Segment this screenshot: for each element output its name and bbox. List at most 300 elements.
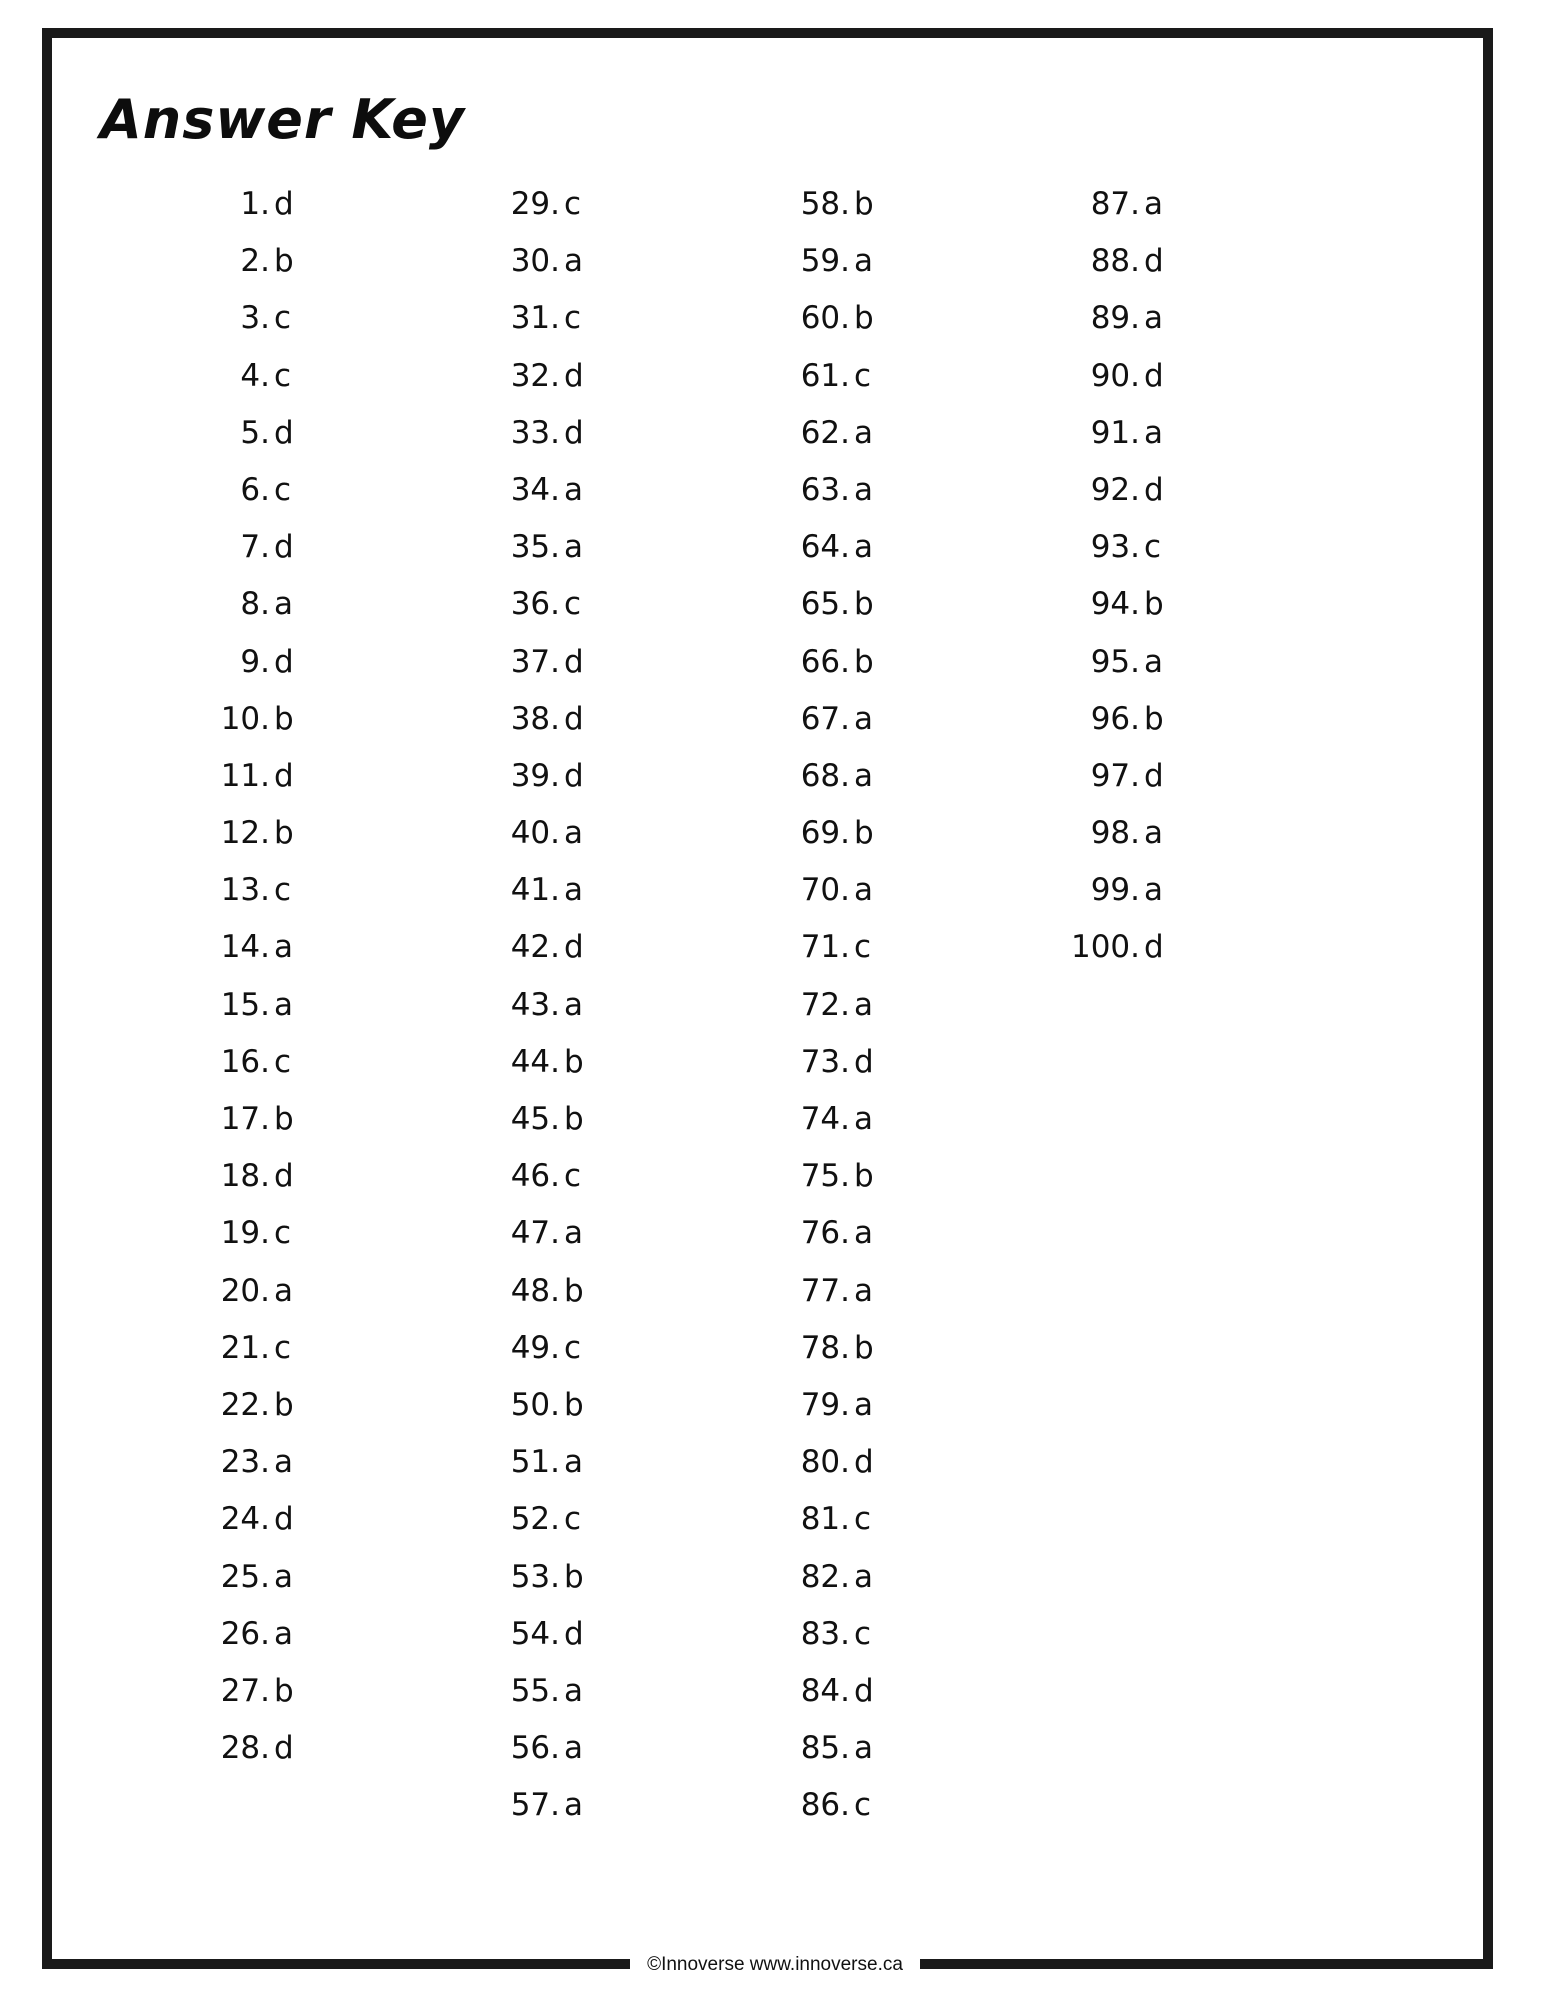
question-number: 77. <box>800 1272 850 1309</box>
question-number: 37. <box>510 643 560 680</box>
question-number: 28. <box>220 1730 270 1767</box>
answer-letter: a <box>274 1558 293 1595</box>
question-number: 90. <box>1090 357 1140 394</box>
question-number: 17. <box>220 1101 270 1137</box>
answer-entry <box>740 1148 940 1205</box>
question-number: 62. <box>800 414 850 451</box>
answer-letter: a <box>854 243 873 280</box>
answer-entry <box>160 1091 360 1148</box>
answer-entry <box>1030 576 1230 633</box>
question-number: 88. <box>1090 243 1140 280</box>
question-number: 23. <box>220 1444 270 1481</box>
question-number: 50. <box>510 1386 560 1423</box>
question-number: 43. <box>510 986 560 1023</box>
answer-letter: a <box>564 986 583 1023</box>
answer-letter: a <box>564 1730 583 1767</box>
answer-letter: a <box>274 1444 293 1481</box>
answer-letter: b <box>854 643 874 680</box>
answer-entry <box>740 748 940 805</box>
answer-entry <box>740 1663 940 1720</box>
answer-entry <box>160 1320 360 1377</box>
answer-letter: d <box>274 414 294 451</box>
question-number: 26. <box>220 1615 270 1652</box>
question-number: 10. <box>220 700 270 737</box>
answer-letter: b <box>274 1101 294 1137</box>
answer-entry <box>160 176 360 233</box>
answer-entry <box>160 290 360 347</box>
answer-entry <box>1030 519 1230 576</box>
question-number: 9. <box>240 643 270 680</box>
answer-entry <box>160 691 360 748</box>
answer-letter: c <box>564 1158 582 1195</box>
answer-entry <box>450 462 650 519</box>
answer-entry <box>740 805 940 862</box>
question-number: 57. <box>510 1787 560 1824</box>
answer-letter: d <box>564 1615 584 1652</box>
answer-letter: b <box>274 700 294 737</box>
question-number: 40. <box>510 815 560 852</box>
answer-letter: a <box>274 586 293 623</box>
answer-letter: a <box>564 1215 583 1252</box>
question-number: 25. <box>220 1558 270 1595</box>
answer-column-2 <box>450 176 650 1834</box>
answer-letter: d <box>564 357 584 394</box>
answer-letter: c <box>854 1501 872 1538</box>
answer-entry <box>160 862 360 919</box>
answer-entry <box>450 1606 650 1663</box>
question-number: 68. <box>800 757 850 794</box>
question-number: 63. <box>800 471 850 508</box>
answer-entry <box>160 519 360 576</box>
answer-letter: a <box>1144 414 1163 451</box>
answer-entry <box>450 1034 650 1091</box>
answer-letter: d <box>1144 757 1164 794</box>
answer-letter: d <box>274 529 294 566</box>
question-number: 42. <box>510 929 560 966</box>
question-number: 100. <box>1070 929 1140 966</box>
answer-entry <box>450 405 650 462</box>
answer-letter: c <box>564 1329 582 1366</box>
answer-letter: a <box>854 1215 873 1252</box>
answer-letter: a <box>1144 643 1163 680</box>
question-number: 97. <box>1090 757 1140 794</box>
answer-letter: c <box>274 471 292 508</box>
answer-letter: b <box>274 1672 294 1709</box>
question-number: 22. <box>220 1386 270 1423</box>
answer-entry <box>1030 691 1230 748</box>
question-number: 98. <box>1090 815 1140 852</box>
answer-letter: a <box>854 471 873 508</box>
question-number: 18. <box>220 1158 270 1195</box>
answer-letter: c <box>854 357 872 394</box>
answer-entry <box>160 1720 360 1777</box>
answer-entry <box>740 233 940 290</box>
answer-letter: b <box>564 1043 584 1080</box>
question-number: 95. <box>1090 643 1140 680</box>
answer-letter: c <box>564 300 582 337</box>
answer-letter: c <box>274 872 292 909</box>
answer-entry <box>160 405 360 462</box>
answer-letter: d <box>854 1043 874 1080</box>
answer-entry <box>450 1377 650 1434</box>
answer-letter: b <box>274 815 294 852</box>
answer-letter: b <box>854 586 874 623</box>
answer-entry <box>740 1777 940 1834</box>
question-number: 6. <box>240 471 270 508</box>
answer-letter: a <box>274 1272 293 1309</box>
answer-letter: b <box>1144 586 1164 623</box>
answer-entry <box>740 634 940 691</box>
answer-entry <box>160 977 360 1034</box>
question-number: 59. <box>800 243 850 280</box>
answer-letter: b <box>274 243 294 280</box>
question-number: 35. <box>510 529 560 566</box>
answer-letter: c <box>564 586 582 623</box>
question-number: 16. <box>220 1043 270 1080</box>
question-number: 20. <box>220 1272 270 1309</box>
question-number: 3. <box>240 300 270 337</box>
answer-letter: a <box>854 1101 873 1137</box>
answer-entry <box>740 462 940 519</box>
answer-entry <box>160 233 360 290</box>
question-number: 72. <box>800 986 850 1023</box>
answer-letter: b <box>854 186 874 222</box>
answer-column-4 <box>1030 176 1230 977</box>
question-number: 36. <box>510 586 560 623</box>
answer-letter: a <box>854 757 873 794</box>
answer-entry <box>1030 233 1230 290</box>
answer-letter: a <box>564 815 583 852</box>
answer-entry <box>740 1263 940 1320</box>
answer-entry <box>740 1549 940 1606</box>
question-number: 79. <box>800 1386 850 1423</box>
answer-entry <box>450 576 650 633</box>
question-number: 71. <box>800 929 850 966</box>
answer-entry <box>160 1549 360 1606</box>
question-number: 75. <box>800 1158 850 1195</box>
answer-letter: a <box>854 872 873 909</box>
question-number: 38. <box>510 700 560 737</box>
answer-entry <box>740 519 940 576</box>
answer-entry <box>450 1148 650 1205</box>
answer-entry <box>450 1434 650 1491</box>
answer-entry <box>160 919 360 976</box>
answer-entry <box>740 1377 940 1434</box>
answer-letter: d <box>564 643 584 680</box>
answer-letter: a <box>1144 815 1163 852</box>
answer-letter: d <box>1144 471 1164 508</box>
answer-entry <box>1030 634 1230 691</box>
answer-column-1 <box>160 176 360 1777</box>
answer-letter: c <box>274 1043 292 1080</box>
question-number: 14. <box>220 929 270 966</box>
answer-entry <box>160 1491 360 1548</box>
answer-entry <box>160 1606 360 1663</box>
answer-letter: d <box>564 414 584 451</box>
answer-letter: b <box>854 300 874 337</box>
answer-entry <box>450 233 650 290</box>
question-number: 54. <box>510 1615 560 1652</box>
answer-entry <box>450 862 650 919</box>
question-number: 53. <box>510 1558 560 1595</box>
answer-entry <box>1030 748 1230 805</box>
question-number: 67. <box>800 700 850 737</box>
question-number: 19. <box>220 1215 270 1252</box>
question-number: 70. <box>800 872 850 909</box>
question-number: 91. <box>1090 414 1140 451</box>
question-number: 58. <box>800 186 850 222</box>
answer-letter: b <box>564 1386 584 1423</box>
answer-entry <box>740 1205 940 1262</box>
answer-entry <box>740 862 940 919</box>
answer-entry <box>160 805 360 862</box>
answer-entry <box>160 1205 360 1262</box>
question-number: 41. <box>510 872 560 909</box>
question-number: 96. <box>1090 700 1140 737</box>
question-number: 5. <box>240 414 270 451</box>
answer-letter: c <box>274 1329 292 1366</box>
answer-entry <box>1030 176 1230 233</box>
question-number: 49. <box>510 1329 560 1366</box>
answer-letter: c <box>854 1615 872 1652</box>
answer-entry <box>740 405 940 462</box>
question-number: 82. <box>800 1558 850 1595</box>
answer-letter: d <box>564 700 584 737</box>
answer-letter: a <box>564 872 583 909</box>
question-number: 47. <box>510 1215 560 1252</box>
question-number: 44. <box>510 1043 560 1080</box>
question-number: 46. <box>510 1158 560 1195</box>
answer-entry <box>740 348 940 405</box>
answer-letter: a <box>854 1386 873 1423</box>
answer-entry <box>160 1663 360 1720</box>
question-number: 29. <box>510 186 560 222</box>
question-number: 8. <box>240 586 270 623</box>
answer-entry <box>450 519 650 576</box>
answer-letter: a <box>564 471 583 508</box>
answer-letter: b <box>564 1272 584 1309</box>
answer-entry <box>450 1663 650 1720</box>
answer-entry <box>160 1148 360 1205</box>
answer-letter: c <box>854 929 872 966</box>
answer-letter: d <box>274 186 294 222</box>
answer-letter: d <box>564 757 584 794</box>
question-number: 84. <box>800 1672 850 1709</box>
answer-letter: b <box>854 1329 874 1366</box>
question-number: 76. <box>800 1215 850 1252</box>
answer-entry <box>740 919 940 976</box>
answer-entry <box>450 691 650 748</box>
answer-entry <box>740 1320 940 1377</box>
answer-entry <box>1030 348 1230 405</box>
answer-letter: d <box>1144 357 1164 394</box>
question-number: 74. <box>800 1101 850 1137</box>
answer-entry <box>450 1320 650 1377</box>
answer-entry <box>160 576 360 633</box>
question-number: 69. <box>800 815 850 852</box>
question-number: 12. <box>220 815 270 852</box>
question-number: 4. <box>240 357 270 394</box>
answer-entry <box>740 691 940 748</box>
answer-entry <box>1030 290 1230 347</box>
answer-entry <box>450 1091 650 1148</box>
answer-letter: d <box>1144 243 1164 280</box>
answer-letter: a <box>274 1615 293 1652</box>
question-number: 83. <box>800 1615 850 1652</box>
answer-entry <box>740 576 940 633</box>
answer-entry <box>160 634 360 691</box>
answer-letter: a <box>854 1558 873 1595</box>
answer-letter: a <box>1144 872 1163 909</box>
answer-column-3 <box>740 176 940 1834</box>
answer-entry <box>740 1034 940 1091</box>
question-number: 13. <box>220 872 270 909</box>
answer-letter: d <box>274 643 294 680</box>
answer-entry <box>450 348 650 405</box>
answer-letter: a <box>854 529 873 566</box>
answer-letter: a <box>564 1444 583 1481</box>
answer-letter: a <box>854 1730 873 1767</box>
answer-letter: c <box>564 186 582 222</box>
answer-letter: a <box>274 986 293 1023</box>
answer-entry <box>450 176 650 233</box>
question-number: 85. <box>800 1730 850 1767</box>
answer-letter: c <box>854 1787 872 1824</box>
footer-copyright: ©Innoverse www.innoverse.ca <box>630 1950 920 1980</box>
question-number: 30. <box>510 243 560 280</box>
question-number: 89. <box>1090 300 1140 337</box>
answer-entry <box>160 1034 360 1091</box>
answer-entry <box>1030 805 1230 862</box>
answer-entry <box>1030 919 1230 976</box>
answer-entry <box>740 290 940 347</box>
question-number: 87. <box>1090 186 1140 222</box>
answer-entry <box>160 1434 360 1491</box>
question-number: 86. <box>800 1787 850 1824</box>
question-number: 99. <box>1090 872 1140 909</box>
question-number: 61. <box>800 357 850 394</box>
question-number: 81. <box>800 1501 850 1538</box>
answer-letter: a <box>564 1672 583 1709</box>
question-number: 45. <box>510 1101 560 1137</box>
answer-entry <box>450 290 650 347</box>
question-number: 21. <box>220 1329 270 1366</box>
answer-letter: d <box>274 1158 294 1195</box>
answer-entry <box>1030 462 1230 519</box>
question-number: 15. <box>220 986 270 1023</box>
question-number: 31. <box>510 300 560 337</box>
answer-entry <box>450 1263 650 1320</box>
answer-letter: d <box>564 929 584 966</box>
question-number: 78. <box>800 1329 850 1366</box>
answer-letter: d <box>274 757 294 794</box>
answer-letter: d <box>854 1444 874 1481</box>
question-number: 52. <box>510 1501 560 1538</box>
answer-letter: a <box>854 700 873 737</box>
answer-entry <box>740 1434 940 1491</box>
answer-entry <box>450 634 650 691</box>
answer-letter: a <box>854 986 873 1023</box>
answer-letter: b <box>854 1158 874 1195</box>
answer-letter: a <box>1144 186 1163 222</box>
answer-entry <box>450 1205 650 1262</box>
question-number: 24. <box>220 1501 270 1538</box>
question-number: 7. <box>240 529 270 566</box>
answer-letter: b <box>854 815 874 852</box>
answer-entry <box>740 176 940 233</box>
answer-entry <box>160 1377 360 1434</box>
answer-entry <box>160 462 360 519</box>
answer-letter: c <box>274 1215 292 1252</box>
question-number: 66. <box>800 643 850 680</box>
answer-letter: d <box>274 1730 294 1767</box>
answer-entry <box>450 1491 650 1548</box>
question-number: 32. <box>510 357 560 394</box>
answer-letter: a <box>274 929 293 966</box>
answer-letter: c <box>1144 529 1162 566</box>
answer-entry <box>740 1606 940 1663</box>
answer-entry <box>1030 862 1230 919</box>
question-number: 55. <box>510 1672 560 1709</box>
answer-entry <box>160 348 360 405</box>
question-number: 2. <box>240 243 270 280</box>
question-number: 73. <box>800 1043 850 1080</box>
answer-entry <box>740 1720 940 1777</box>
question-number: 65. <box>800 586 850 623</box>
answer-letter: a <box>1144 300 1163 337</box>
answer-entry <box>740 977 940 1034</box>
answer-entry <box>1030 405 1230 462</box>
answer-entry <box>450 977 650 1034</box>
question-number: 48. <box>510 1272 560 1309</box>
question-number: 27. <box>220 1672 270 1709</box>
question-number: 33. <box>510 414 560 451</box>
answer-entry <box>450 748 650 805</box>
question-number: 56. <box>510 1730 560 1767</box>
answer-entry <box>450 1777 650 1834</box>
question-number: 93. <box>1090 529 1140 566</box>
answer-letter: d <box>274 1501 294 1538</box>
answer-entry <box>450 805 650 862</box>
question-number: 51. <box>510 1444 560 1481</box>
question-number: 80. <box>800 1444 850 1481</box>
answer-letter: a <box>854 1272 873 1309</box>
answer-entry <box>450 919 650 976</box>
question-number: 39. <box>510 757 560 794</box>
answer-entry <box>450 1720 650 1777</box>
answer-entry <box>160 1263 360 1320</box>
question-number: 92. <box>1090 471 1140 508</box>
question-number: 60. <box>800 300 850 337</box>
answer-entry <box>740 1091 940 1148</box>
answer-letter: a <box>854 414 873 451</box>
answer-entry <box>740 1491 940 1548</box>
answer-letter: c <box>564 1501 582 1538</box>
answer-letter: d <box>1144 929 1164 966</box>
answer-letter: b <box>564 1101 584 1137</box>
answer-letter: a <box>564 529 583 566</box>
page-title: Answer Key <box>100 88 466 151</box>
answer-letter: b <box>564 1558 584 1595</box>
answer-letter: a <box>564 1787 583 1824</box>
answer-entry <box>450 1549 650 1606</box>
answer-letter: a <box>564 243 583 280</box>
question-number: 34. <box>510 471 560 508</box>
answer-letter: c <box>274 357 292 394</box>
question-number: 1. <box>240 186 270 222</box>
question-number: 11. <box>220 757 270 794</box>
answer-letter: b <box>1144 700 1164 737</box>
